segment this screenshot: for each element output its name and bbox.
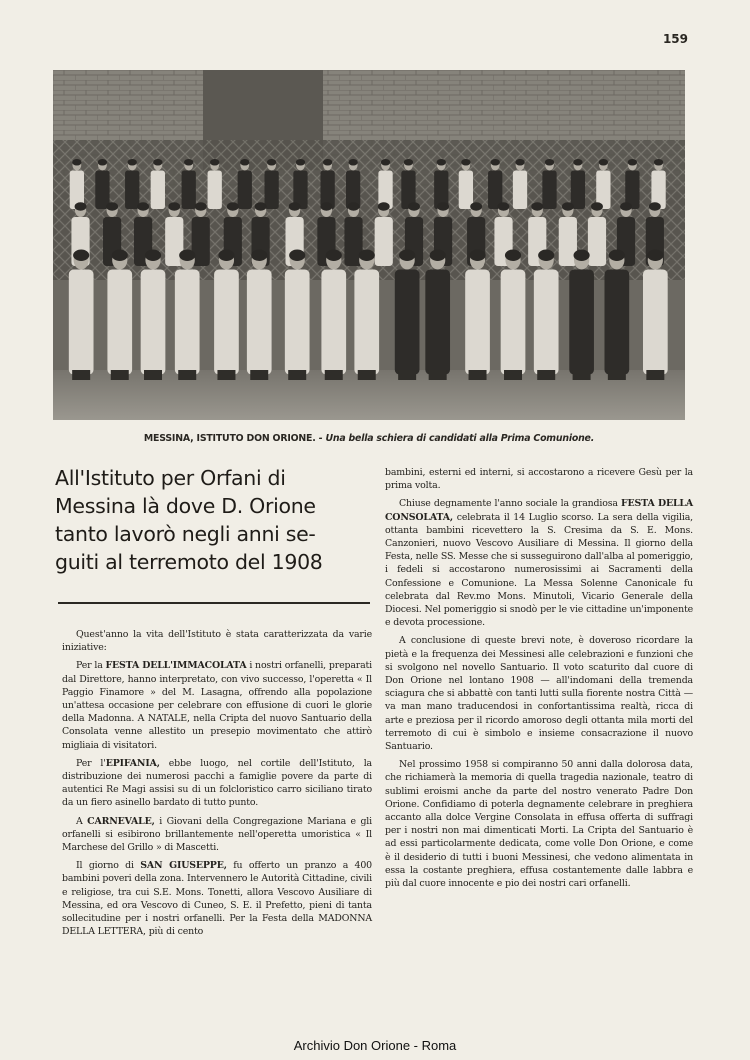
page-number: 159	[662, 32, 688, 46]
bold-phrase: FESTA DELLA CONSOLATA,	[385, 498, 694, 523]
paragraph-text: Nel prossimo 1958 si compiranno 50 anni dalla dolorosa data, che richiamerà la memoria di quella tragedia nazionale, teatro di sublimi eroismi anche da parte del nostro venerato Padre Don Orione. Confidiamo di poterla degnamente celebrare in preghiera accanto alla dolce Vergine Consolata in effusa offerta di suffragi per i nostri non mai dimenticati Morti. La Cripta del Santuario è ad essi particolarmente dedicata, come volle Don Orione, e come è il desiderio di tutti i buoni Messinesi, che vedono alimentata in essa la costante preghiera, effusa costantemente dalle labbra e più dal cuore innocente e pio dei nostri cari orfanelli.	[385, 759, 693, 890]
article-paragraph	[385, 497, 693, 629]
paragraph-text: Chiuse degnamente l'anno sociale la grandiosa	[399, 498, 622, 510]
article-paragraph	[385, 758, 693, 890]
article-paragraph	[62, 757, 372, 810]
article-paragraph	[385, 466, 693, 492]
article-column-right	[385, 466, 693, 895]
paragraph-text: Quest'anno la vita dell'Istituto è stata caratterizzata da varie iniziative:	[62, 629, 372, 654]
bold-phrase: EPIFANIA,	[105, 757, 160, 769]
paragraph-text: A	[76, 815, 88, 827]
article-paragraph	[62, 815, 372, 855]
bold-phrase: SAN GIUSEPPE,	[140, 860, 227, 872]
article-headline	[55, 464, 375, 576]
paragraph-text: Il giorno di	[76, 860, 141, 872]
paragraph-text: fu offerto un pranzo a 400 bambini poveri della zona. Intervennero le Autorità Cittadine, civili e religiose, tra cui S.E. Mons. Tonetti, allora Vescovo Ausiliare di Messina, ed ora Vescovo di Cuneo, S. E. il Prefetto, pieni di tanta sollecitudine per i nostri orfanelli. Per la Festa della MADONNA DELLA LETTERA, più di cento	[62, 860, 373, 938]
caption-text: - Una bella schiera di candidati alla Prima Comunione.	[318, 433, 595, 444]
paragraph-text: Per la	[76, 660, 106, 672]
caption-place: MESSINA, ISTITUTO DON ORIONE.	[143, 433, 316, 444]
bold-phrase: FESTA DELL'IMMACOLATA	[105, 660, 247, 672]
paragraph-text: ebbe luogo, nel cortile dell'Istituto, la distribuzione dei numerosi pacchi a famiglie povere da parte di autentici Re Magi assisi su di un folcloristico carro siciliano tirato da un fiero asinello bardato di tutto punto.	[62, 757, 372, 809]
paragraph-text: bambini, esterni ed interni, si accostarono a ricevere Gesù per la prima volta.	[385, 467, 693, 492]
photo-caption	[53, 433, 685, 444]
bold-phrase: CARNEVALE,	[87, 815, 155, 827]
paragraph-text: i nostri orfanelli, preparati dal Direttore, hanno interpretato, con vivo successo, l'operetta « Il Paggio Finamore » del M. Lasagna, offrendo alla popolazione un'attesa occasione per celebrare con effusione di cuori le glorie della Madonna. A NATALE, nella Cripta del nuovo Santuario della Consolata venne allestito un presepio movimentato che attirò migliaia di visitatori.	[62, 660, 372, 751]
paragraph-text: i Giovani della Congregazione Mariana e gli orfanelli si esibirono brillantemente nell'operetta umoristica « Il Marchese del Grillo » di Mascetti.	[62, 815, 372, 854]
article-column-left	[62, 628, 372, 943]
headline-line: All'Istituto per Orfani di	[55, 466, 286, 490]
headline-line: Messina là dove D. Orione	[55, 494, 316, 518]
paragraph-text: A conclusione di queste brevi note, è doveroso ricordare la pietà e la frequenza dei Messinesi alle celebrazioni e funzioni che si svolgono nel novello Santuario. Il voto scaturito dal cuore di Don Orione nel lontano 1908 — all'indomani della tremenda sciagura che si abbattè con tanti lutti sulla fiorente nostra Città — va man mano traducendosi in confortantissima realtà, ricca di arte e preziosa per il ricordo amoroso degli ottanta mila morti del terremoto di cui è simbolo e insieme consacrazione il nuovo Santuario.	[385, 635, 693, 753]
headline-line: guiti al terremoto del 1908	[55, 550, 323, 574]
group-photo	[53, 70, 685, 420]
article-paragraph	[385, 634, 693, 753]
article-paragraph	[62, 659, 372, 751]
headline-rule	[58, 602, 370, 604]
article-paragraph	[62, 628, 372, 654]
headline-line: tanto lavorò negli anni se-	[55, 522, 316, 546]
paragraph-text: celebrata il 14 Luglio scorso. La sera della vigilia, ottanta bambini ricevettero la S. Cresima da S. E. Mons. Canzonieri, nuovo Vescovo Ausiliare di Messina. Il giorno della Festa, nelle SS. Messe che si susseguirono dall'alba al pomeriggio, i fedeli si accostarono numerosissimi ai Sacramenti della Confessione e Comunione. La Messa Solenne Canonicale fu celebrata dal Rev.mo Mons. Minutoli, Vicario Generale della Diocesi. Nel pomeriggio si snodò per le vie cittadine un'imponente e devota processione.	[385, 511, 693, 629]
article-paragraph	[62, 859, 372, 938]
photo-illustration	[53, 70, 685, 420]
paragraph-text: Per l'	[76, 757, 106, 769]
archive-footer: Archivio Don Orione - Roma	[293, 1038, 457, 1053]
